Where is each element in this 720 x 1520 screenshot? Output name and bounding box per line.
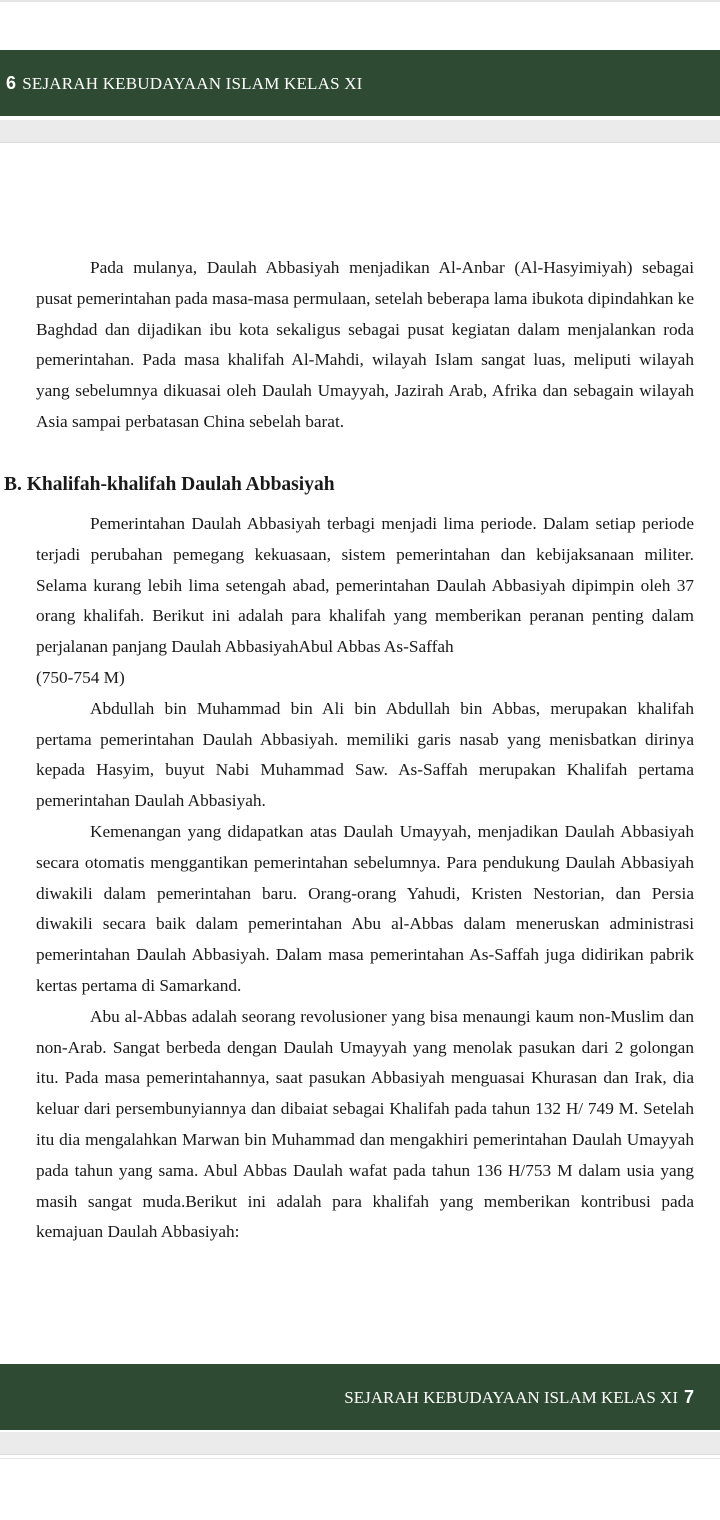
footer-shadow-band [0,1432,720,1455]
header-page-number: 6 [6,72,17,93]
header-title: SEJARAH KEBUDAYAAN ISLAM KELAS XI [22,73,363,93]
intro-paragraph: Pada mulanya, Daulah Abbasiyah menjadikan Al-Anbar (Al-Hasyimiyah) sebagai pusat pemerintahan pada masa-masa permulaan, setelah beberapa lama ibukota dipindahkan ke Baghdad dan dijadikan ibu kota sekaligus sebagai pusat kegiatan dalam menjalankan roda pemerintahan. Pada masa khalifah Al-Mahdi, wilayah Islam sangat luas, meliputi wilayah yang sebelumnya dikuasai oleh Daulah Umayyah, Jazirah Arab, Afrika dan sebagain wilayah Asia sampai perbatasan China sebelah barat. [36,258,694,431]
section-paragraph-3: Abdullah bin Muhammad bin Ali bin Abdullah bin Abbas, merupakan khalifah pertama pemerintahan Daulah Abbasiyah. memiliki garis nasab yang menisbatkan dirinya kepada Hasyim, buyut Nabi Muhammad Saw. As-Saffah merupakan Khalifah pertama pemerintahan Daulah Abbasiyah. [36,698,694,811]
footer-title: SEJARAH KEBUDAYAAN ISLAM KELAS XI [344,1387,678,1407]
section-paragraph-4: Kemenangan yang didapatkan atas Daulah Umayyah, menjadikan Daulah Abbasiyah secara otomatis menggantikan pemerintahan sebelumnya. Para pendukung Daulah Abbasiyah diwakili dalam pemerintahan baru. Orang-orang Yahudi, Kristen Nestorian, dan Persia diwakili secara baik dalam pemerintahan Abu al-Abbas dalam meneruskan administrasi pemerintahan Daulah Abbasiyah. Dalam masa pemerintahan As-Saffah juga didirikan pabrik kertas pertama di Samarkand. [36,821,694,995]
section-paragraph-2: (750-754 M) [36,667,125,687]
top-divider [0,0,720,2]
footer-title-line [344,1387,720,1408]
bottom-divider [0,1458,720,1459]
page-footer [0,1364,720,1430]
header-shadow-band [0,120,720,143]
header-title-line [0,73,363,94]
intro-text-block [36,253,694,438]
page-header [0,50,720,116]
section-paragraph-1: Pemerintahan Daulah Abbasiyah terbagi menjadi lima periode. Dalam setiap periode terjadi perubahan pemegang kekuasaan, sistem pemerintahan dan kebijaksanaan militer. Selama kurang lebih lima setengah abad, pemerintahan Daulah Abbasiyah dipimpin oleh 37 orang khalifah. Berikut ini adalah para khalifah yang memberikan peranan penting dalam perjalanan panjang Daulah AbbasiyahAbul Abbas As-Saffah [36,514,694,657]
section-text-block [36,509,694,1248]
section-paragraph-5: Abu al-Abbas adalah seorang revolusioner yang bisa menaungi kaum non-Muslim dan non-Arab. Sangat berbeda dengan Daulah Umayyah yang menolak pasukan dari 2 golongan itu. Pada masa pemerintahannya, saat pasukan Abbasiyah menguasai Khurasan dan Irak, dia keluar dari persembunyiannya dan dibaiat sebagai Khalifah pada tahun 132 H/ 749 M. Setelah itu dia mengalahkan Marwan bin Muhammad dan mengakhiri pemerintahan Daulah Umayyah pada tahun yang sama. Abul Abbas Daulah wafat pada tahun 136 H/753 M dalam usia yang masih sangat muda.Berikut ini adalah para khalifah yang memberikan kontribusi pada kemajuan Daulah Abbasiyah: [36,1006,694,1242]
footer-page-number: 7 [683,1386,694,1407]
section-heading: B. Khalifah-khalifah Daulah Abbasiyah [4,474,335,495]
